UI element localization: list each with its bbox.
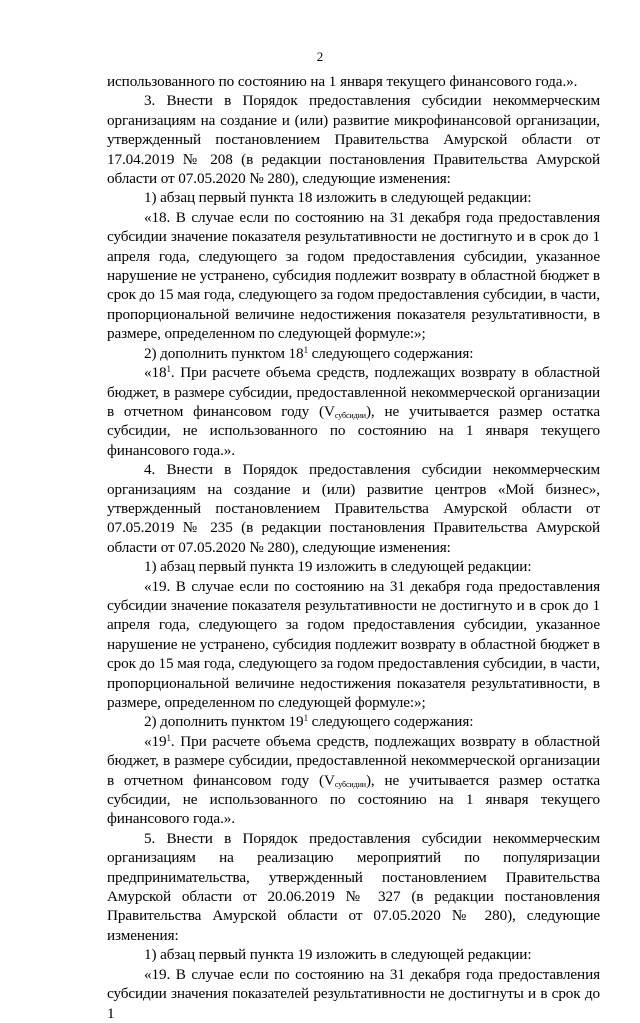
paragraph-item-4-1: 1) абзац первый пункта 19 изложить в следующей редакции: bbox=[144, 558, 532, 576]
paragraph-quote-18: «18. В случае если по состоянию на 31 декабря года предоставления субсидии значение показателя результативности не достигнуто и в срок до 1 апреля года, следующего за годом предоставления субсидии, указанное нарушение не устранено, субсидия подлежит возврату в областной бюджет в срок до 15 мая года, следующего за годом предоставления субсидии, в части, пропорциональной величине недостижения показателя результативности, в размере, определенном по следующей формуле:»; bbox=[107, 208, 600, 343]
paragraph-quote-19: «19. В случае если по состоянию на 31 декабря года предоставления субсидии значение показателя результативности не достигнуто и в срок до 1 апреля года, следующего за годом предоставления субсидии, указанное нарушение не устранено, субсидия подлежит возврату в областной бюджет в срок до 15 мая года, следующего за годом предоставления субсидии, в части, пропорциональной величине недостижения показателя результативности, в размере, определенном по следующей формуле:»; bbox=[107, 577, 600, 711]
page-number: 2 bbox=[316, 49, 324, 64]
paragraph-item-3-2 bbox=[107, 344, 600, 363]
document-body bbox=[107, 72, 600, 1023]
paragraph-quote-19-1 bbox=[107, 732, 600, 829]
text-fragment: . При расчете объема средств, подлежащих возврату в областной бюджет, в размере субсидии, предоставленной некоммерческой организации в отчетном финансовом году (V bbox=[107, 732, 600, 789]
text-fragment: «18 bbox=[144, 364, 167, 382]
text-fragment: следующего содержания: bbox=[307, 713, 474, 731]
text-fragment: 2) дополнить пунктом 18 bbox=[144, 344, 304, 362]
subscript: субсидии bbox=[334, 410, 366, 420]
superscript: 1 bbox=[303, 344, 308, 355]
paragraph-item-5: 5. Внести в Порядок предоставления субсидии некоммерческим организациям на реализацию мероприятий по популяризации предпринимательства, утвержденный постановлением Правительства Амурской области от 20.06.2019 № 327 (в редакции постановления Правительства Амурской области от 07.05.2020 № 280), следующие изменения: bbox=[107, 829, 600, 944]
subscript: субсидии bbox=[334, 779, 366, 789]
text-fragment: 2) дополнить пунктом 19 bbox=[144, 713, 304, 731]
paragraph-item-4-2 bbox=[107, 712, 600, 731]
text-fragment: ), не учитывается размер остатка субсидии, не использованного по состоянию на 1 января текущего финансового года.». bbox=[107, 402, 600, 459]
paragraph-quote-18-1 bbox=[107, 363, 600, 460]
paragraph-item-5-1: 1) абзац первый пункта 19 изложить в следующей редакции: bbox=[144, 946, 532, 964]
paragraph-continuation: использованного по состоянию на 1 января текущего финансового года.». bbox=[107, 73, 578, 90]
superscript: 1 bbox=[166, 732, 171, 743]
superscript: 1 bbox=[303, 713, 308, 724]
paragraph-item-3: 3. Внести в Порядок предоставления субсидии некоммерческим организациям на создание и (или) развитие микрофинансовой организации, утвержденный постановлением Правительства Амурской области от 17.04.2019 № 208 (в редакции постановления Правительства Амурской области от 07.05.2020 № 280), следующие изменения: bbox=[107, 92, 600, 188]
text-fragment: «19 bbox=[144, 732, 167, 750]
text-fragment: ), не учитывается размер остатка субсидии, не использованного по состоянию на 1 января текущего финансового года.». bbox=[107, 771, 600, 828]
paragraph-item-3-1: 1) абзац первый пункта 18 изложить в следующей редакции: bbox=[144, 189, 532, 207]
text-fragment: . При расчете объема средств, подлежащих возврату в областной бюджет, в размере субсидии, предоставленной некоммерческой организации в отчетном финансовом году (V bbox=[107, 364, 600, 420]
text-fragment: следующего содержания: bbox=[307, 344, 474, 362]
paragraph-item-4: 4. Внести в Порядок предоставления субсидии некоммерческим организациям на создание и (или) развитие центров «Мой бизнес», утвержденный постановлением Правительства Амурской области от 07.05.2019 № 235 (в редакции постановления Правительства Амурской области от 07.05.2020 № 280), следующие изменения: bbox=[107, 461, 600, 556]
superscript: 1 bbox=[166, 364, 171, 375]
paragraph-quote-19-item5: «19. В случае если по состоянию на 31 декабря года предоставления субсидии значения показателей результативности не достигнуты и в срок до 1 bbox=[107, 965, 600, 1022]
